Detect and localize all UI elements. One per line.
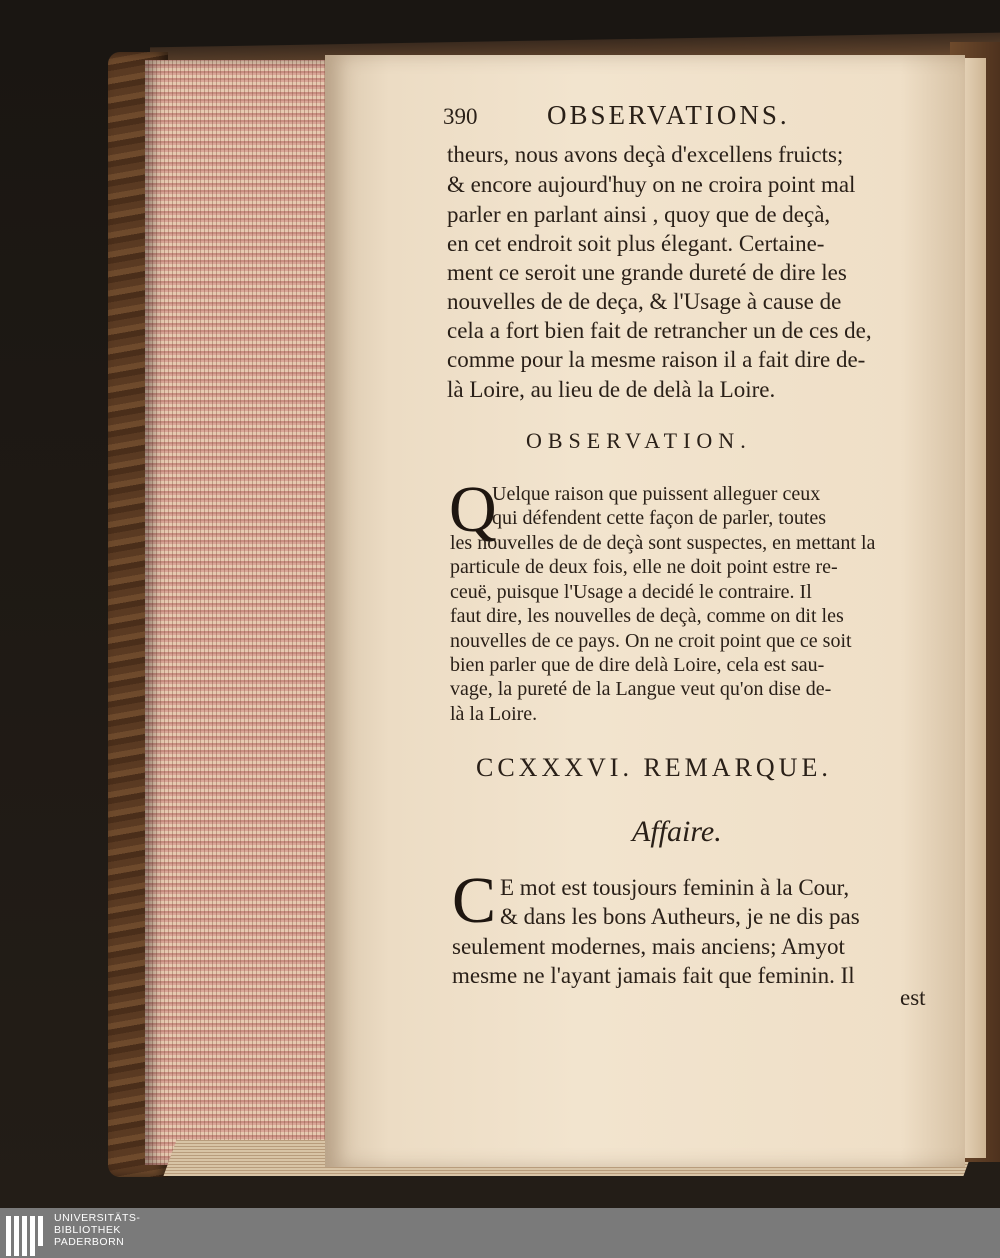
text-line: theurs, nous avons deçà d'excellens fruicts; [447, 142, 844, 167]
text-line: cela a fort bien fait de retrancher un de ces de, [447, 318, 872, 343]
library-footer [0, 1208, 1000, 1258]
running-head [443, 100, 918, 130]
remarque-dropcap: C [452, 864, 497, 937]
text-line: comme pour la mesme raison il a fait dire de- [447, 347, 866, 372]
text-line: bien parler que de dire delà Loire, cela est sau- [450, 654, 825, 676]
library-logo-icon [6, 1216, 48, 1256]
text-line: & encore aujourd'huy on ne croira point mal [447, 172, 856, 197]
text-line: vage, la pureté de la Langue veut qu'on dise de- [450, 678, 832, 700]
text-line: Uelque raison que puissent alleguer ceux [492, 483, 821, 505]
text-line: là la Loire. [450, 703, 538, 725]
text-line: particule de deux fois, elle ne doit point estre re- [450, 556, 838, 578]
next-page-edge [962, 58, 986, 1158]
text-line: parler en parlant ainsi , quoy que de deçà, [447, 202, 831, 227]
text-line: nouvelles de de deça, & l'Usage à cause de [447, 289, 842, 314]
text-line: ment ce seroit une grande dureté de dire les [447, 260, 847, 285]
running-title: OBSERVATIONS. [547, 100, 790, 130]
text-line: les nouvelles de de deçà sont suspectes, en mettant la [450, 532, 876, 554]
observation-dropcap: Q [449, 473, 497, 546]
text-line: & dans les bons Autheurs, je ne dis pas [500, 904, 860, 929]
remarque-heading: CCXXXVI. REMARQUE. [476, 753, 832, 782]
text-line: E mot est tousjours feminin à la Cour, [500, 875, 850, 900]
library-name-line: PADERBORN [54, 1236, 125, 1248]
observation-heading: OBSERVATION. [526, 428, 752, 453]
text-line: qui défendent cette façon de parler, toutes [492, 507, 827, 529]
library-name-line: UNIVERSITÄTS- [54, 1212, 141, 1224]
text-line: seulement modernes, mais anciens; Amyot [452, 934, 845, 959]
text-line: faut dire, les nouvelles de deçà, comme on dit les [450, 605, 844, 627]
affaire-heading: Affaire. [632, 815, 722, 848]
text-line: nouvelles de ce pays. On ne croit point que ce soit [450, 630, 852, 652]
page-edges [145, 60, 350, 1165]
library-name [54, 1212, 140, 1248]
text-line: là Loire, au lieu de de delà la Loire. [447, 377, 776, 402]
text-line: ceuë, puisque l'Usage a decidé le contraire. Il [450, 581, 812, 603]
library-name-line: BIBLIOTHEK [54, 1224, 121, 1236]
page-number: 390 [443, 104, 478, 129]
text-line: en cet endroit soit plus élegant. Certaine- [447, 231, 825, 256]
catchword: est [900, 985, 926, 1010]
text-line: mesme ne l'ayant jamais fait que feminin. Il [452, 963, 855, 988]
